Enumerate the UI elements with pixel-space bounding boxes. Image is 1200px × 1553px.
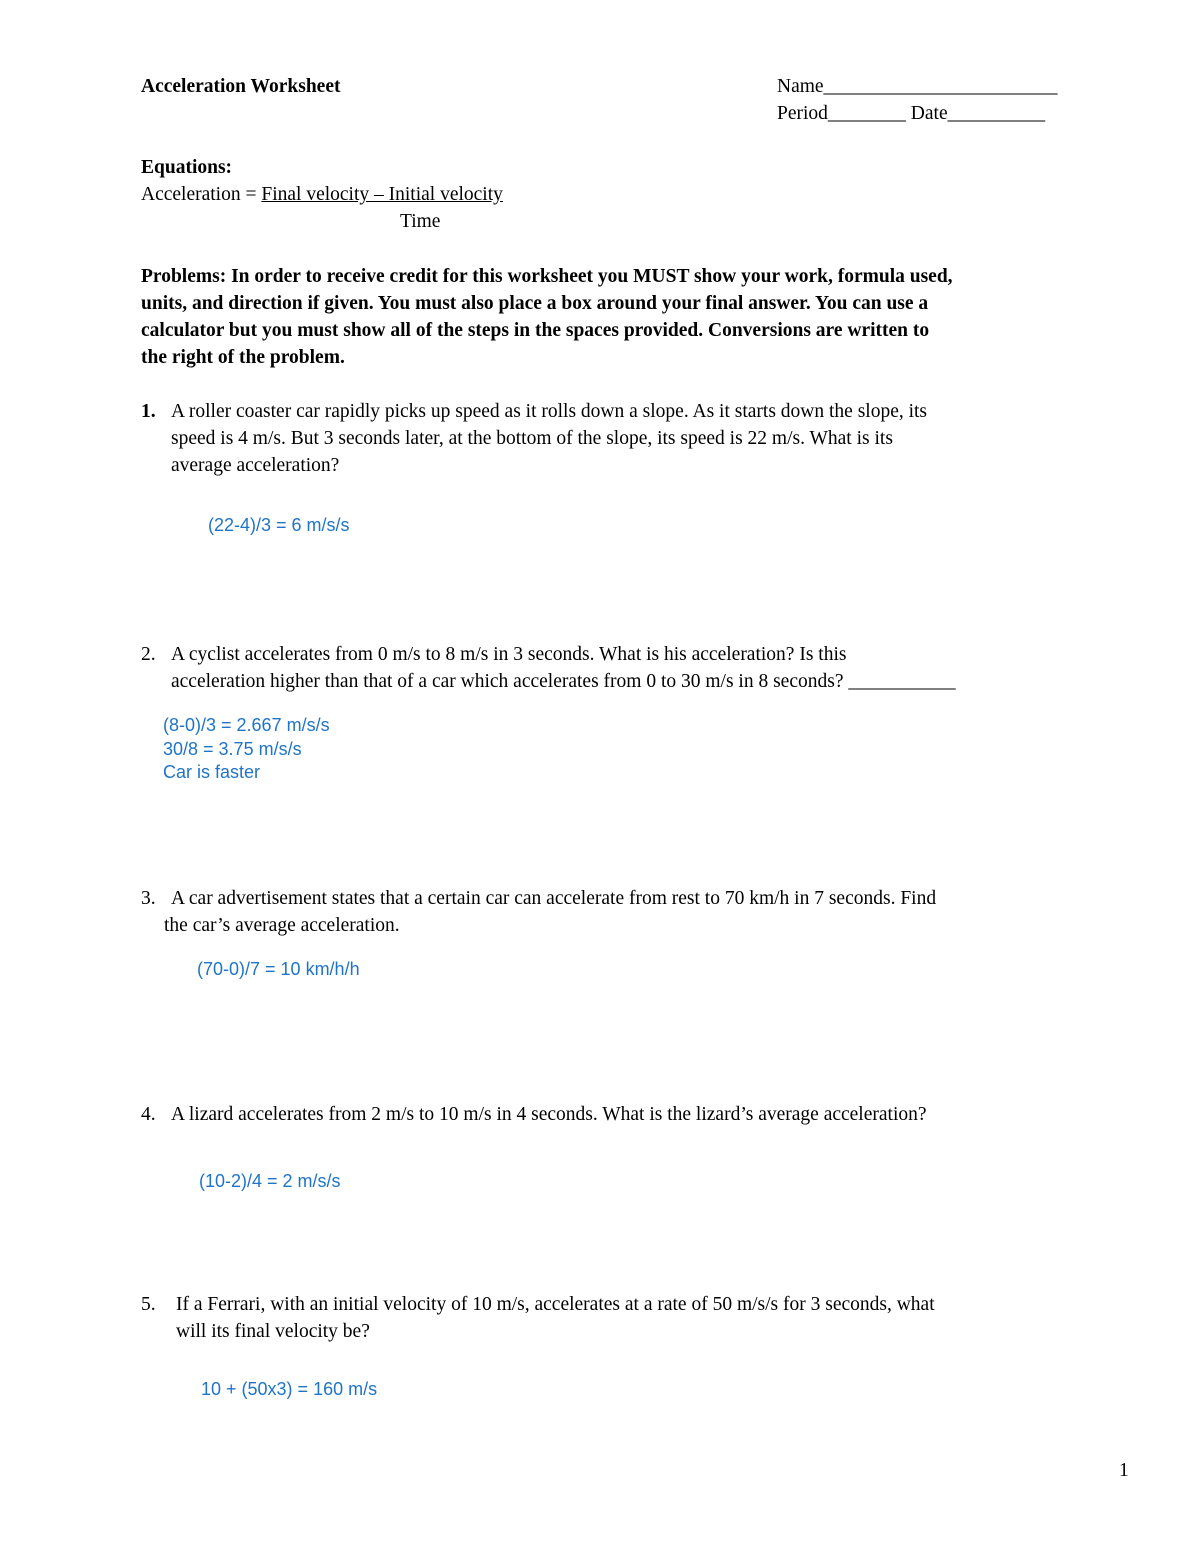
problem-4-number: 4. bbox=[141, 1104, 156, 1125]
instructions-line-4: the right of the problem. bbox=[141, 347, 345, 368]
problem-4-answer: (10-2)/4 = 2 m/s/s bbox=[199, 1171, 341, 1191]
instructions-line-2: units, and direction if given. You must also place a box around your final answer. You can use a bbox=[141, 293, 929, 314]
period-date-line: Period________ Date__________ bbox=[777, 103, 1046, 124]
problem-3-answer: (70-0)/7 = 10 km/h/h bbox=[197, 959, 360, 979]
problem-1-answer: (22-4)/3 = 6 m/s/s bbox=[208, 515, 350, 535]
problem-2-answer-1: (8-0)/3 = 2.667 m/s/s bbox=[163, 715, 330, 735]
equation-numerator: Final velocity – Initial velocity bbox=[261, 184, 503, 205]
problem-3-line-2: the car’s average acceleration. bbox=[164, 915, 400, 936]
problem-1-line-2: speed is 4 m/s. But 3 seconds later, at the bottom of the slope, its speed is 22 m/s. What is its bbox=[171, 428, 893, 449]
problem-2-answer-3: Car is faster bbox=[163, 762, 261, 782]
equation-denominator: Time bbox=[400, 211, 441, 232]
problem-5-line-2: will its final velocity be? bbox=[176, 1321, 370, 1342]
problem-1-line-1: A roller coaster car rapidly picks up speed as it rolls down a slope. As it starts down the slope, its bbox=[171, 401, 928, 422]
problem-3-line-1: A car advertisement states that a certain car can accelerate from rest to 70 km/h in 7 seconds. Find bbox=[171, 888, 937, 909]
name-field-line: Name________________________ bbox=[777, 76, 1058, 97]
problem-3-number: 3. bbox=[141, 888, 156, 909]
instructions-line-3: calculator but you must show all of the steps in the spaces provided. Conversions are written to bbox=[141, 320, 930, 341]
worksheet-title: Acceleration Worksheet bbox=[141, 76, 341, 97]
problem-2-line-2: acceleration higher than that of a car which accelerates from 0 to 30 m/s in 8 seconds? ___________ bbox=[171, 671, 956, 692]
equation-line bbox=[141, 181, 503, 208]
problem-2-number: 2. bbox=[141, 644, 156, 665]
problem-5-answer: 10 + (50x3) = 160 m/s bbox=[201, 1379, 378, 1399]
problem-1-line-3: average acceleration? bbox=[171, 455, 340, 476]
problem-5-number: 5. bbox=[141, 1294, 156, 1315]
equations-heading: Equations: bbox=[141, 157, 233, 178]
problem-4-line-1: A lizard accelerates from 2 m/s to 10 m/s in 4 seconds. What is the lizard’s average acceleration? bbox=[171, 1104, 927, 1125]
problem-5-line-1: If a Ferrari, with an initial velocity of 10 m/s, accelerates at a rate of 50 m/s/s for 3 seconds, what bbox=[176, 1294, 935, 1315]
problem-2-line-1: A cyclist accelerates from 0 m/s to 8 m/s in 3 seconds. What is his acceleration? Is this bbox=[171, 644, 847, 665]
problem-1-number: 1. bbox=[141, 401, 156, 422]
page-number: 1 bbox=[1119, 1460, 1129, 1481]
problem-2-answer-2: 30/8 = 3.75 m/s/s bbox=[163, 739, 302, 759]
equation-lhs: Acceleration = bbox=[141, 184, 262, 205]
instructions-line-1: Problems: In order to receive credit for this worksheet you MUST show your work, formula used, bbox=[141, 266, 953, 287]
